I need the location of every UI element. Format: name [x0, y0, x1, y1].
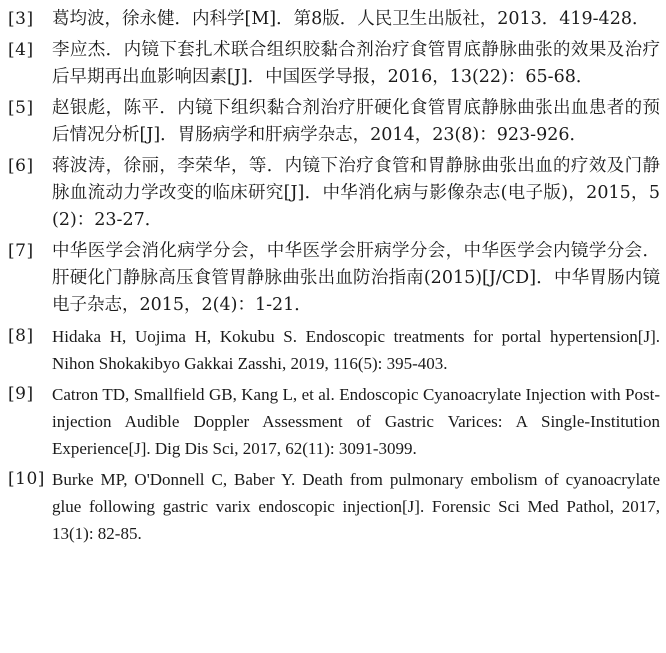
reference-number: [8] [8, 326, 34, 346]
reference-item [8, 381, 660, 462]
reference-item [8, 37, 660, 91]
reference-text: 蒋波涛，徐丽，李荣华，等．内镜下治疗食管和胃静脉曲张出血的疗效及门静脉血流动力学改变的临床研究[J]．中华消化病与影像杂志(电子版)，2015，5(2)：23-27． [52, 156, 660, 230]
reference-number: [7] [8, 241, 34, 261]
reference-item [8, 323, 660, 377]
reference-text: 李应杰．内镜下套扎术联合组织胶黏合剂治疗食管胃底静脉曲张的效果及治疗后早期再出血影响因素[J]．中国医学导报，2016，13(22)：65-68． [52, 40, 660, 87]
reference-number: [6] [8, 156, 34, 176]
reference-number: [10] [8, 469, 45, 489]
reference-item [8, 95, 660, 149]
reference-number: [4] [8, 40, 34, 60]
reference-text: 中华医学会消化病学分会，中华医学会肝病学分会，中华医学会内镜学分会．肝硬化门静脉高压食管胃静脉曲张出血防治指南(2015)[J/CD]．中华胃肠内镜电子杂志，2015，2(4)：1-21． [52, 241, 660, 315]
reference-item [8, 238, 660, 319]
reference-number: [3] [8, 9, 34, 29]
reference-number: [5] [8, 98, 34, 118]
reference-item [8, 153, 660, 234]
reference-text: Burke MP, O'Donnell C, Baber Y. Death from pulmonary embolism of cyanoacrylate glue following gastric varix endoscopic injection[J]. Forensic Sci Med Pathol, 2017, 13(1): 82-85. [52, 470, 660, 543]
reference-item [8, 6, 660, 33]
reference-number: [9] [8, 384, 34, 404]
reference-item [8, 466, 660, 547]
reference-text: 赵银彪，陈平．内镜下组织黏合剂治疗肝硬化食管胃底静脉曲张出血患者的预后情况分析[J]．胃肠病学和肝病学杂志，2014，23(8)：923-926． [52, 98, 660, 145]
reference-text: Hidaka H, Uojima H, Kokubu S. Endoscopic treatments for portal hypertension[J]. Nihon Shokakibyo Gakkai Zasshi, 2019, 116(5): 395-403. [52, 327, 660, 373]
reference-list [8, 6, 660, 551]
reference-text: Catron TD, Smallfield GB, Kang L, et al. Endoscopic Cyanoacrylate Injection with Post-injection Audible Doppler Assessment of Gastric Varices: A Single-Institution Experience[J]. Dig Dis Sci, 2017, 62(11): 3091-3099. [52, 385, 660, 458]
reference-text: 葛均波，徐永健．内科学[M]．第8版．人民卫生出版社，2013．419-428． [52, 9, 650, 29]
